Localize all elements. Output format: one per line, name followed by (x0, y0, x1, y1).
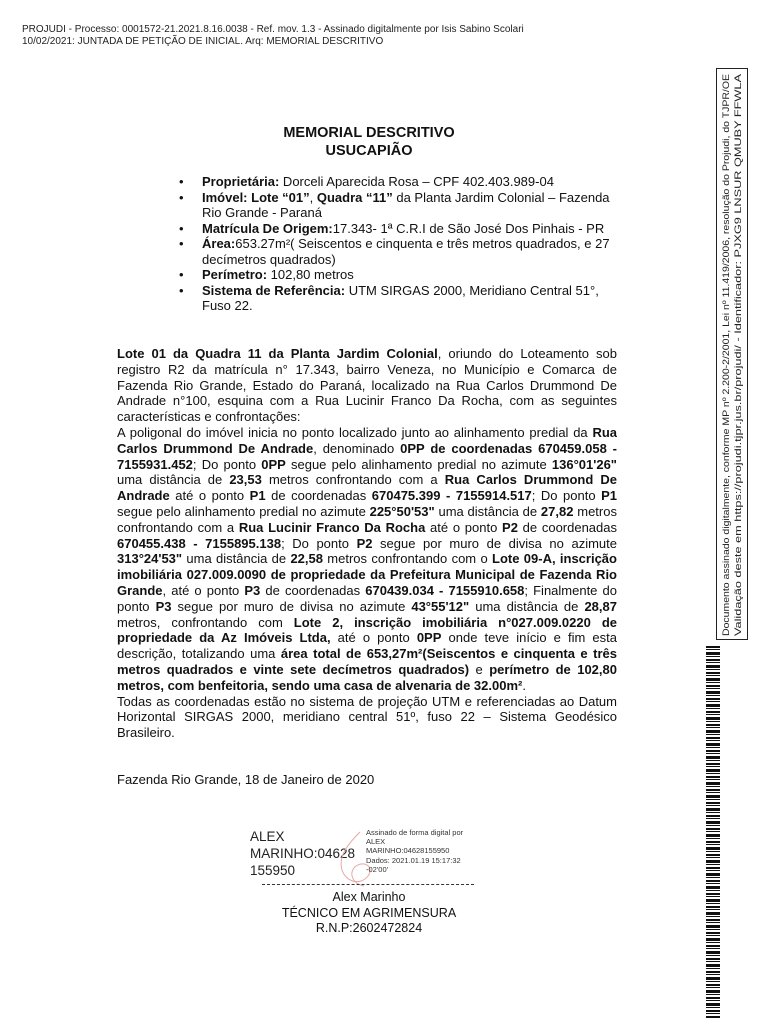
paragraph-polygon-description: A poligonal do imóvel inicia no ponto localizado junto ao alinhamento predial da Rua Carlos Drummond De Andrade, denominado 0PP de coordenadas 670459.058 - 7155931.452; Do ponto 0PP segue pelo alinhamento predial no azimute 136°01'26" uma distância de 23,53 metros confrontando com a Rua Carlos Drummond De Andrade até o ponto P1 de coordenadas 670475.399 - 7155914.517; Do ponto P1 segue pelo alinhamento predial no azimute 225°50'53" uma distância de 27,82 metros confrontando com a Rua Lucinir Franco Da Rocha até o ponto P2 de coordenadas 670455.438 - 7155895.138; Do ponto P2 segue por muro de divisa no azimute 313°24'53" uma distância de 22,58 metros confrontando com o Lote 09-A, inscrição imobiliária 027.009.0090 de propriedade da Prefeitura Municipal de Fazenda Rio Grande, até o ponto P3 de coordenadas 670439.034 - 7155910.658; Finalmente do ponto P3 segue por muro de divisa no azimute 43°55'12" uma distância de 28,87 metros, confrontando com Lote 2, inscrição imobiliária n°027.009.0220 de propriedade da Az Imóveis Ltda, até o ponto 0PP onde teve início e fim esta descrição, totalizando uma área total de 653,27m²(Seiscentos e cinquenta e três metros quadrados e vinte sete decímetros quadrados) e perímetro de 102,80 metros, com benfeitoria, sendo uma casa de alvenaria de 32.00m². (117, 424, 618, 693)
description-body (117, 346, 617, 741)
signatory-rnp: R.N.P:2602472824 (315, 921, 423, 935)
title-line1: MEMORIAL DESCRITIVO (283, 125, 455, 141)
list-item: • Proprietária: Dorceli Aparecida Rosa – CPF 402.403.989-04 (178, 174, 618, 190)
signature-line (262, 884, 474, 885)
digital-signature-details: Assinado de forma digital por ALEX MARINHO:04628155950 Dados: 2021.01.19 15:17:32 -02'00' (366, 828, 464, 874)
list-item: • Matrícula De Origem:17.343- 1ª C.R.I de São José Dos Pinhais - PR (178, 221, 618, 237)
paragraph-lot-intro: Lote 01 da Quadra 11 da Planta Jardim Colonial, oriundo do Loteamento sob registro R2 da matrícula n° 17.343, bairro Veneza, no Município e Comarca de Fazenda Rio Grande, Estado do Paraná, localizado na Rua Carlos Drummond De Andrade n°100, esquina com a Rua Lucinir Franco Da Rocha, com as seguintes características e confrontações: (117, 346, 617, 425)
document-title (0, 124, 738, 160)
date-line: Fazenda Rio Grande, 18 de Janeiro de 2020 (117, 772, 375, 787)
validation-line2: Validação deste em https://projudi.tjpr.jus.br/projudi/ - Identificador: PJXG9 LNSUR QMUBY FFWLA (732, 221, 743, 636)
barcode-icon (706, 646, 720, 1018)
signatory-name: Alex Marinho (332, 890, 406, 904)
signatory-block (0, 890, 738, 937)
process-header-line1: PROJUDI - Processo: 0001572-21.2021.8.16.0038 - Ref. mov. 1.3 - Assinado digitalmente por Isis Sabino Scolari (22, 24, 524, 35)
validation-side-note (716, 68, 748, 640)
list-item: • Imóvel: Lote “01”, Quadra “11” da Planta Jardim Colonial – Fazenda Rio Grande - Paraná (178, 190, 618, 221)
validation-line1: Documento assinado digitalmente, conforme MP nº 2.200-2/2001, Lei nº 11.419/2006, resolução do Projudi, do TJPR/OE (720, 133, 731, 636)
list-item: • Sistema de Referência: UTM SIRGAS 2000, Meridiano Central 51°, Fuso 22. (178, 283, 618, 314)
paragraph-coordinate-system: Todas as coordenadas estão no sistema de projeção UTM e referenciadas ao Datum Horizontal SIRGAS 2000, meridiano central 51º, fuso 22 – Sistema Geodésico Brasileiro. (117, 693, 617, 741)
title-line2: USUCAPIÃO (325, 143, 413, 159)
signatory-role: TÉCNICO EM AGRIMENSURA (281, 905, 457, 920)
process-header (22, 24, 524, 48)
list-item: • Perímetro: 102,80 metros (178, 267, 618, 283)
list-item: • Área:653.27m²( Seiscentos e cinquenta e três metros quadrados, e 27 decímetros quadrados) (178, 236, 618, 267)
property-summary-list (178, 174, 618, 314)
process-header-line2: 10/02/2021: JUNTADA DE PETIÇÃO DE INICIAL. Arq: MEMORIAL DESCRITIVO (22, 36, 384, 47)
digital-signature-name: ALEX MARINHO:04628 155950 (250, 829, 356, 878)
